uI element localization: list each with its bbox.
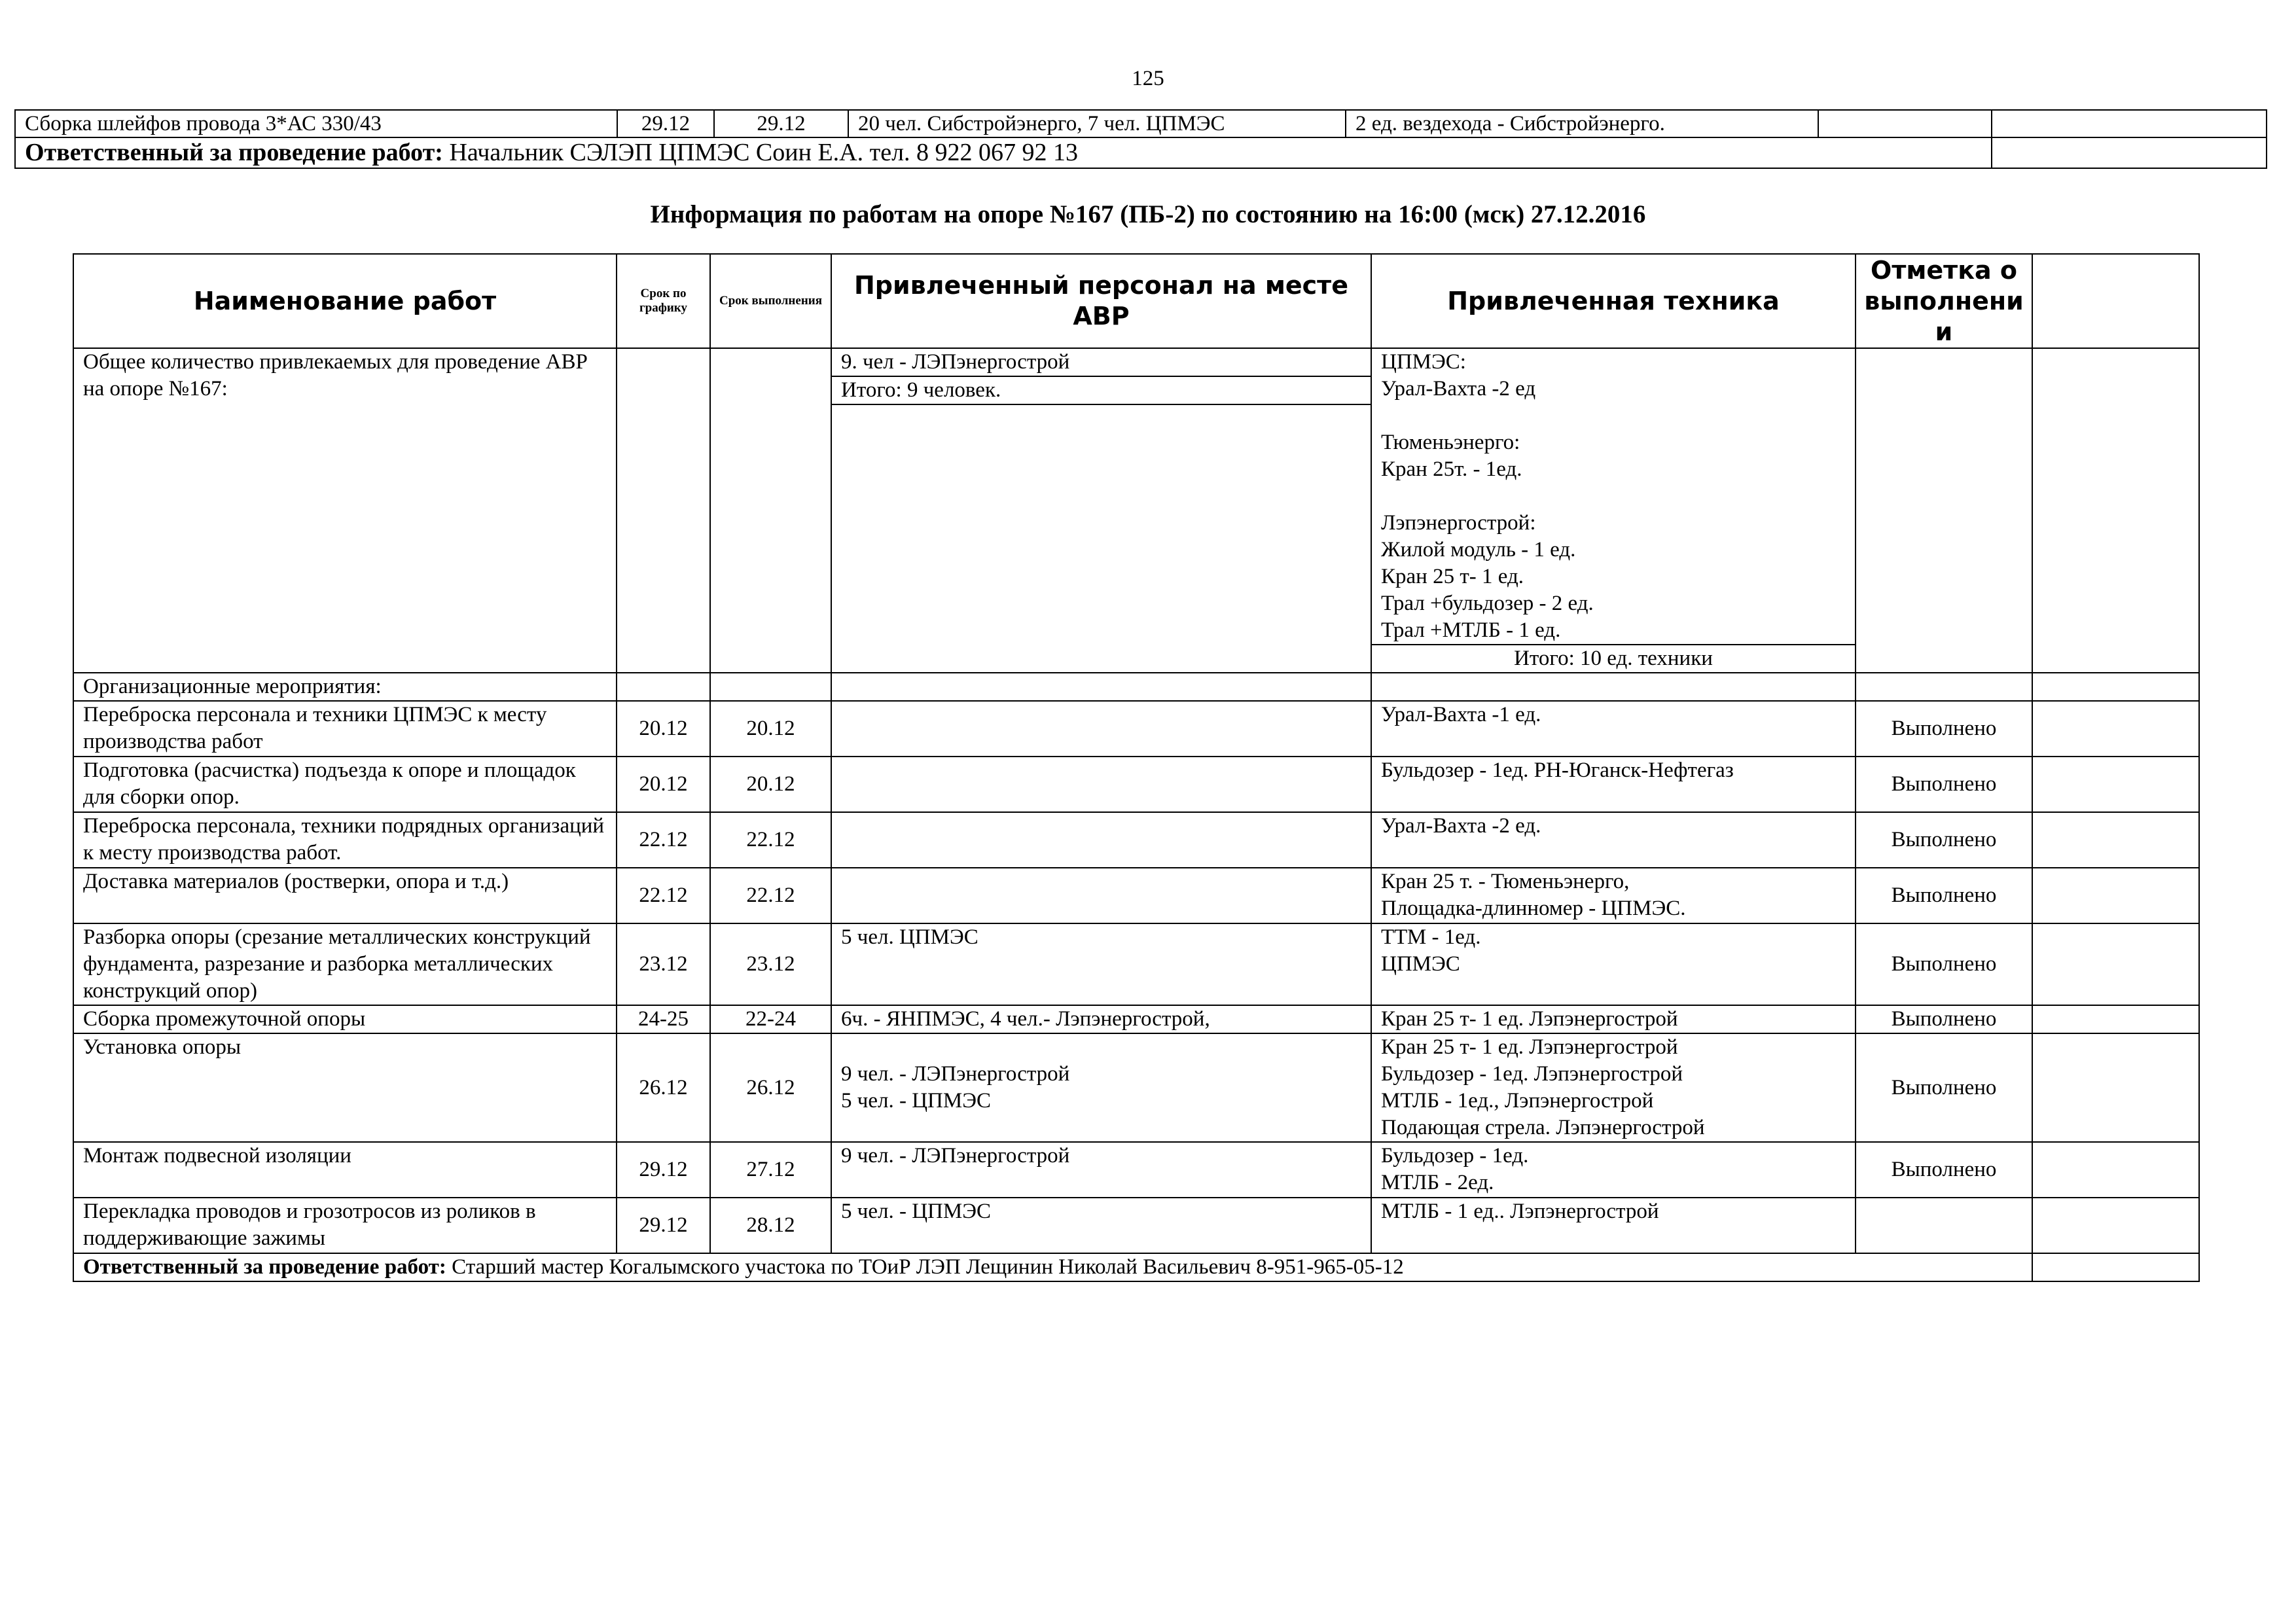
equipment-line: Жилой модуль - 1 ед. <box>1381 538 1576 562</box>
equipment-line: Урал-Вахта -2 ед <box>1381 377 1536 401</box>
equipment-cell: Кран 25 т- 1 ед. Лэпэнергострой Бульдозер - 1ед. Лэпэнергострой МТЛБ - 1ед., Лэпэнергострой Подающая стрела. Лэпэнергострой <box>1371 1033 1856 1142</box>
extra-cell <box>2032 757 2199 812</box>
actual-date-cell: 20.12 <box>710 701 831 757</box>
summary-actual <box>710 348 831 673</box>
planned-date-cell: 20.12 <box>617 701 710 757</box>
planned-date-cell: 29.12 <box>617 110 714 137</box>
table-row <box>73 701 2199 757</box>
extra-cell <box>2032 868 2199 923</box>
header-extra <box>2032 254 2199 348</box>
mark-cell: Выполнено <box>1856 1005 2032 1033</box>
summary-work: Общее количество привлекаемых для проведение АВР на опоре №167: <box>73 348 617 673</box>
equipment-line: Тюменьэнерго: <box>1381 431 1520 454</box>
planned-date-cell: 29.12 <box>617 1198 710 1253</box>
empty-cell <box>2032 673 2199 701</box>
mark-cell <box>1818 110 1992 137</box>
extra-cell <box>2032 812 2199 868</box>
header-row <box>73 254 2199 348</box>
empty-cell <box>1856 673 2032 701</box>
planned-date-cell: 20.12 <box>617 757 710 812</box>
table-row <box>73 1142 2199 1198</box>
equipment-line: Трал +бульдозер - 2 ед. <box>1381 592 1594 615</box>
summary-equipment-list <box>1381 349 1846 644</box>
planned-date-cell: 29.12 <box>617 1142 710 1198</box>
footer-responsible-text: Старший мастер Когалымского участока по ТОиР ЛЭП Лещинин Николай Васильевич 8-951-965-05-12 <box>446 1255 1404 1279</box>
extra-cell <box>2032 923 2199 1005</box>
extra-cell <box>2032 1033 2199 1142</box>
work-cell: Сборка шлейфов провода 3*АС 330/43 <box>15 110 617 137</box>
equipment-line: Кран 25 т- 1 ед. <box>1381 565 1524 588</box>
equipment-line: Лэпэнергострой: <box>1381 511 1536 535</box>
equipment-line: Кран 25т. - 1ед. <box>1381 457 1522 481</box>
header-planned: Срок по графику <box>617 254 710 348</box>
planned-date-cell: 22.12 <box>617 812 710 868</box>
mark-cell: Выполнено <box>1856 1033 2032 1142</box>
extra-cell <box>2032 701 2199 757</box>
extra-cell <box>1992 137 2267 168</box>
actual-date-cell: 22.12 <box>710 868 831 923</box>
equipment-cell: ТТМ - 1ед. ЦПМЭС <box>1371 923 1856 1005</box>
personnel-cell <box>831 868 1371 923</box>
equipment-cell: Кран 25 т- 1 ед. Лэпэнергострой <box>1371 1005 1856 1033</box>
personnel-cell <box>831 812 1371 868</box>
planned-date-cell: 23.12 <box>617 923 710 1005</box>
responsible-row <box>15 137 2267 168</box>
equipment-cell: 2 ед. вездехода - Сибстройэнерго. <box>1346 110 1818 137</box>
personnel-cell <box>831 701 1371 757</box>
equipment-cell: Урал-Вахта -1 ед. <box>1371 701 1856 757</box>
summary-personnel-line: 9. чел - ЛЭПэнергострой <box>832 349 1371 377</box>
work-cell: Монтаж подвесной изоляции <box>73 1142 617 1198</box>
personnel-cell: 6ч. - ЯНПМЭС, 4 чел.- Лэпэнергострой, <box>831 1005 1371 1033</box>
planned-date-cell: 24-25 <box>617 1005 710 1033</box>
section-row <box>73 673 2199 701</box>
mark-cell: Выполнено <box>1856 923 2032 1005</box>
previous-works-table <box>14 109 2267 169</box>
summary-planned <box>617 348 710 673</box>
empty-cell <box>1371 673 1856 701</box>
work-cell: Сборка промежуточной опоры <box>73 1005 617 1033</box>
extra-cell <box>1992 110 2267 137</box>
equipment-cell: МТЛБ - 1 ед.. Лэпэнергострой <box>1371 1198 1856 1253</box>
table-row <box>73 868 2199 923</box>
summary-equipment <box>1371 348 1856 673</box>
work-cell: Перекладка проводов и грозотросов из роликов в поддерживающие зажимы <box>73 1198 617 1253</box>
extra-cell <box>2032 1142 2199 1198</box>
footer-responsible-label: Ответственный за проведение работ: <box>83 1255 446 1279</box>
mark-cell: Выполнено <box>1856 701 2032 757</box>
planned-date-cell: 22.12 <box>617 868 710 923</box>
equipment-line <box>1381 483 1846 510</box>
extra-cell <box>2032 1198 2199 1253</box>
responsible-cell <box>15 137 1992 168</box>
header-actual: Срок выполнения <box>710 254 831 348</box>
actual-date-cell: 20.12 <box>710 757 831 812</box>
summary-personnel <box>831 348 1371 673</box>
equipment-line: ЦПМЭС: <box>1381 350 1466 374</box>
work-cell: Разборка опоры (срезание металлических конструкций фундамента, разрезание и разборка металлических конструкций опор) <box>73 923 617 1005</box>
summary-extra <box>2032 348 2199 673</box>
personnel-cell: 20 чел. Сибстройэнерго, 7 чел. ЦПМЭС <box>848 110 1346 137</box>
responsible-text: Начальник СЭЛЭП ЦПМЭС Соин Е.А. тел. 8 922 067 92 13 <box>442 139 1079 166</box>
summary-personnel-total: Итого: 9 человек. <box>832 377 1371 405</box>
footer-extra <box>2032 1253 2199 1281</box>
actual-date-cell: 28.12 <box>710 1198 831 1253</box>
actual-date-cell: 22.12 <box>710 812 831 868</box>
empty-cell <box>617 673 710 701</box>
summary-mark <box>1856 348 2032 673</box>
equipment-cell: Бульдозер - 1ед. РН-Юганск-Нефтегаз <box>1371 757 1856 812</box>
table-row <box>73 1033 2199 1142</box>
table-row <box>73 1005 2199 1033</box>
actual-date-cell: 22-24 <box>710 1005 831 1033</box>
mark-cell: Выполнено <box>1856 757 2032 812</box>
header-work: Наименование работ <box>73 254 617 348</box>
personnel-cell: 5 чел. ЦПМЭС <box>831 923 1371 1005</box>
equipment-line: Трал +МТЛБ - 1 ед. <box>1381 618 1561 642</box>
equipment-cell: Урал-Вахта -2 ед. <box>1371 812 1856 868</box>
work-cell: Переброска персонала и техники ЦПМЭС к месту производства работ <box>73 701 617 757</box>
empty-cell <box>710 673 831 701</box>
page-number: 125 <box>1132 67 1164 90</box>
personnel-cell: 9 чел. - ЛЭПэнергострой 5 чел. - ЦПМЭС <box>831 1033 1371 1142</box>
table-row <box>73 1198 2199 1253</box>
works-table <box>73 253 2200 1282</box>
summary-equipment-total: Итого: 10 ед. техники <box>1372 644 1855 672</box>
summary-row <box>73 348 2199 673</box>
mark-cell: Выполнено <box>1856 868 2032 923</box>
work-cell: Подготовка (расчистка) подъезда к опоре и площадок для сборки опор. <box>73 757 617 812</box>
planned-date-cell: 26.12 <box>617 1033 710 1142</box>
personnel-cell: 9 чел. - ЛЭПэнергострой <box>831 1142 1371 1198</box>
section-label: Организационные мероприятия: <box>73 673 617 701</box>
empty-cell <box>831 673 1371 701</box>
personnel-cell: 5 чел. - ЦПМЭС <box>831 1198 1371 1253</box>
header-mark: Отметка о выполнени и <box>1856 254 2032 348</box>
work-cell: Переброска персонала, техники подрядных организаций к месту производства работ. <box>73 812 617 868</box>
table-row <box>15 110 2267 137</box>
actual-date-cell: 23.12 <box>710 923 831 1005</box>
mark-cell <box>1856 1198 2032 1253</box>
header-personnel: Привлеченный персонал на месте АВР <box>831 254 1371 348</box>
header-equipment: Привлеченная техника <box>1371 254 1856 348</box>
work-cell: Доставка материалов (ростверки, опора и т.д.) <box>73 868 617 923</box>
personnel-cell <box>831 757 1371 812</box>
mark-cell: Выполнено <box>1856 812 2032 868</box>
equipment-line <box>1381 402 1846 429</box>
work-cell: Установка опоры <box>73 1033 617 1142</box>
mark-cell: Выполнено <box>1856 1142 2032 1198</box>
actual-date-cell: 26.12 <box>710 1033 831 1142</box>
actual-date-cell: 27.12 <box>710 1142 831 1198</box>
page-title: Информация по работам на опоре №167 (ПБ-2) по состоянию на 16:00 (мск) 27.12.2016 <box>650 200 1646 228</box>
footer-responsible <box>73 1253 2032 1281</box>
extra-cell <box>2032 1005 2199 1033</box>
table-row <box>73 923 2199 1005</box>
actual-date-cell: 29.12 <box>714 110 848 137</box>
equipment-cell: Бульдозер - 1ед. МТЛБ - 2ед. <box>1371 1142 1856 1198</box>
equipment-cell: Кран 25 т. - Тюменьэнерго, Площадка-длинномер - ЦПМЭС. <box>1371 868 1856 923</box>
table-row <box>73 757 2199 812</box>
work-rows <box>73 701 2199 1253</box>
footer-row <box>73 1253 2199 1281</box>
table-row <box>73 812 2199 868</box>
responsible-label: Ответственный за проведение работ: <box>25 139 443 166</box>
